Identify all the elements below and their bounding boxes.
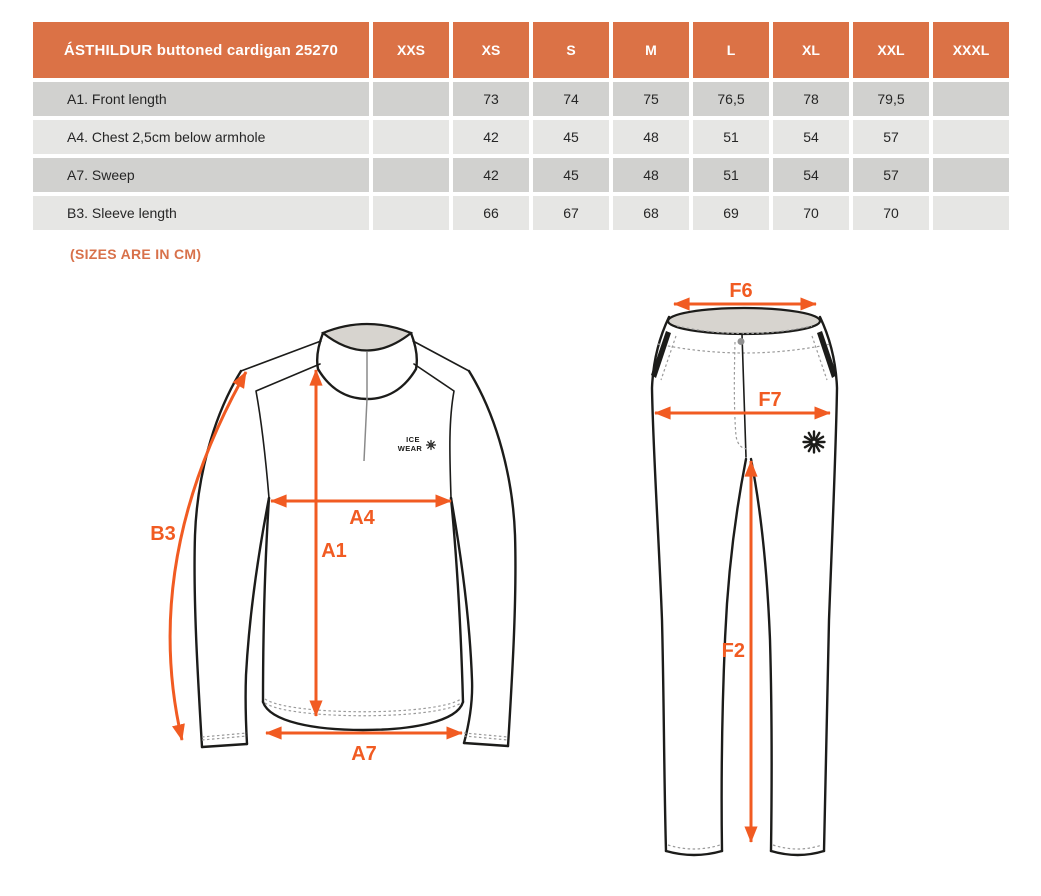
pants-left-outer-seam bbox=[652, 317, 669, 851]
size-value: 42 bbox=[453, 158, 529, 192]
size-col-xxs: XXS bbox=[373, 22, 449, 78]
size-value: 57 bbox=[853, 120, 929, 154]
size-col-xs: XS bbox=[453, 22, 529, 78]
size-value: 45 bbox=[533, 158, 609, 192]
size-col-m: M bbox=[613, 22, 689, 78]
cuff-left bbox=[202, 744, 247, 747]
size-value: 70 bbox=[853, 196, 929, 230]
f2-label: F2 bbox=[721, 640, 745, 662]
waist-opening bbox=[668, 308, 820, 334]
sizes-in-cm-note: (SIZES ARE IN CM) bbox=[70, 246, 202, 262]
collar-top-opening bbox=[323, 324, 411, 351]
row-label: A7. Sweep bbox=[33, 158, 369, 192]
shoulder-seam-right bbox=[413, 341, 469, 371]
size-value bbox=[933, 120, 1009, 154]
size-value: 78 bbox=[773, 82, 849, 116]
size-value bbox=[933, 82, 1009, 116]
size-value: 51 bbox=[693, 120, 769, 154]
size-value: 74 bbox=[533, 82, 609, 116]
size-col-xxxl: XXXL bbox=[933, 22, 1009, 78]
size-value: 48 bbox=[613, 158, 689, 192]
pants-measurement-diagram bbox=[625, 275, 935, 890]
a7-label: A7 bbox=[351, 743, 377, 765]
pants-left-hem bbox=[666, 851, 722, 855]
size-value: 68 bbox=[613, 196, 689, 230]
pants-right-outer-seam bbox=[820, 317, 837, 851]
cuff-right bbox=[464, 743, 508, 746]
cuff-right-stitch bbox=[464, 733, 508, 740]
f6-label: F6 bbox=[729, 280, 753, 302]
size-col-xl: XL bbox=[773, 22, 849, 78]
b3-sleeve-arrow bbox=[170, 372, 246, 740]
size-table bbox=[33, 22, 1009, 230]
row-label: A1. Front length bbox=[33, 82, 369, 116]
size-value bbox=[373, 120, 449, 154]
a4-label: A4 bbox=[349, 507, 375, 529]
brand-logo-wear: WEAR bbox=[397, 444, 423, 453]
size-value: 57 bbox=[853, 158, 929, 192]
size-value: 54 bbox=[773, 158, 849, 192]
size-col-xxl: XXL bbox=[853, 22, 929, 78]
size-value: 66 bbox=[453, 196, 529, 230]
brand-logo-ice: ICE bbox=[406, 435, 420, 444]
size-value bbox=[933, 158, 1009, 192]
size-value: 54 bbox=[773, 120, 849, 154]
size-value: 45 bbox=[533, 120, 609, 154]
size-value: 70 bbox=[773, 196, 849, 230]
size-value: 69 bbox=[693, 196, 769, 230]
size-value: 51 bbox=[693, 158, 769, 192]
pants-hem-stitch-right bbox=[773, 845, 822, 849]
brand-snowflake-icon bbox=[427, 441, 436, 450]
sleeve-right-outer bbox=[469, 371, 515, 746]
sweater-measurement-diagram bbox=[135, 285, 585, 780]
size-value bbox=[373, 158, 449, 192]
table-title: ÁSTHILDUR buttoned cardigan 25270 bbox=[33, 22, 369, 78]
size-value bbox=[373, 196, 449, 230]
pants-right-inner-seam bbox=[751, 459, 772, 851]
size-value: 79,5 bbox=[853, 82, 929, 116]
size-value: 76,5 bbox=[693, 82, 769, 116]
waistband-stitch bbox=[658, 344, 831, 353]
size-value bbox=[933, 196, 1009, 230]
hem-stitch bbox=[265, 699, 461, 716]
size-value: 48 bbox=[613, 120, 689, 154]
size-col-s: S bbox=[533, 22, 609, 78]
a1-label: A1 bbox=[321, 540, 347, 562]
size-value bbox=[373, 82, 449, 116]
pants-snowflake-icon bbox=[804, 432, 825, 453]
zipper-line bbox=[364, 352, 367, 461]
size-value: 42 bbox=[453, 120, 529, 154]
f7-label: F7 bbox=[758, 389, 782, 411]
size-value: 73 bbox=[453, 82, 529, 116]
row-label: B3. Sleeve length bbox=[33, 196, 369, 230]
raglan-seam-left bbox=[256, 364, 320, 498]
hem-edge bbox=[263, 702, 463, 730]
b3-label: B3 bbox=[150, 523, 176, 545]
pants-right-hem bbox=[771, 851, 824, 855]
waist-button bbox=[738, 338, 745, 345]
raglan-seam-right bbox=[414, 364, 454, 498]
row-label: A4. Chest 2,5cm below armhole bbox=[33, 120, 369, 154]
size-value: 67 bbox=[533, 196, 609, 230]
size-col-l: L bbox=[693, 22, 769, 78]
pants-hem-stitch-left bbox=[668, 845, 720, 849]
shoulder-seam-left bbox=[241, 341, 321, 371]
size-value: 75 bbox=[613, 82, 689, 116]
cuff-left-stitch bbox=[202, 733, 247, 740]
